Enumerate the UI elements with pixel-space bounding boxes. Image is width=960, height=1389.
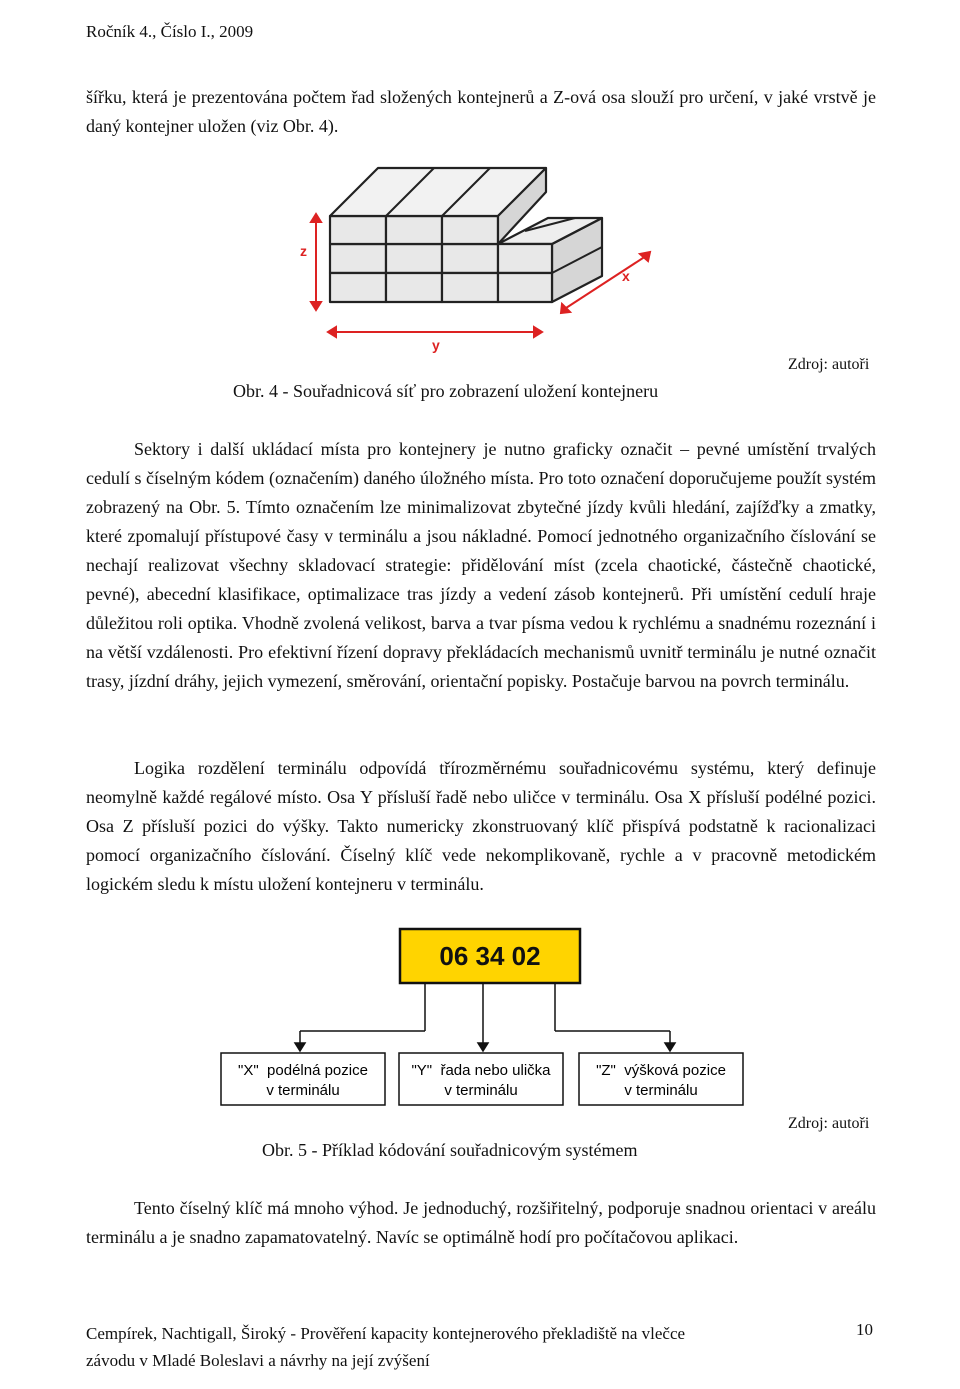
figure4-source: Zdroj: autoři xyxy=(788,356,870,373)
z-box-line1: "Z" výšková pozice xyxy=(596,1062,726,1079)
footer-authors xyxy=(86,1320,876,1374)
axis-x-label: x xyxy=(622,268,630,284)
sectors-paragraph: Sektory i další ukládací místa pro kontejnery je nutno graficky označit – pevné umístění trvalých cedulí s číselným kódem (označením) daného úložného místa. Pro toto označení doporučujeme použít systém zobrazený na Obr. 5. Tímto označením lze minimalizovat zbytečné jízdy kvůli hledání, zajížďky a zmatky, které zpomalují přístupové časy v terminálu a jsou nákladné. Pomocí jednotného organizačního číslování se nechají realizovat všechny skladovací strategie: přidělování míst (zcela chaotické, částečně chaotické, pevné), abecední klasifikace, optimalizace tras jízdy a vedení zásob kontejnerů. Při umístění cedulí hraje důležitou roli optika. Vhodně zvolená velikost, barva a tvar písma vedou k rychlému a snadnému rozeznání i na větší vzdálenosti. Pro efektivní řízení dopravy překládacích mechanismů uvnitř terminálu je nutné označit trasy, jízdní dráhy, jejich vymezení, směrování, orientační popisky. Postačuje barvou na povrch terminálu. xyxy=(86,439,876,691)
journal-header: Ročník 4., Číslo I., 2009 xyxy=(86,22,254,41)
footer-line2: závodu v Mladé Boleslavi a návrhy na její zvýšení xyxy=(86,1351,430,1370)
axis-y-label: y xyxy=(432,337,440,353)
logic-paragraph: Logika rozdělení terminálu odpovídá třírozměrnému souřadnicovému systému, který definuje neomylně každé regálové místo. Osa Y přísluší řadě nebo uličce v terminálu. Osa X přísluší podélné pozici. Osa Z přísluší pozici do výšky. Takto numericky zkonstruovaný klíč přispívá podstatně k racionalizaci pomocí organizačního číslování. Číselný klíč vede nekomplikovaně, rychle a v pracovně metodickém logickém sledu k místu uložení kontejneru v terminálu. xyxy=(86,758,876,894)
figure5-caption: Obr. 5 - Příklad kódování souřadnicovým systémem xyxy=(262,1140,638,1160)
y-box-line1: "Y" řada nebo ulička xyxy=(411,1062,551,1079)
container-grid-diagram xyxy=(290,160,660,360)
coding-example-diagram xyxy=(215,925,785,1115)
intro-paragraph: šířku, která je prezentována počtem řad složených kontejnerů a Z-ová osa slouží pro určení, v jaké vrstvě je daný kontejner uložen (viz Obr. 4). xyxy=(86,87,876,136)
x-box-line1: "X" podélná pozice xyxy=(238,1062,368,1079)
figure5-source: Zdroj: autoři xyxy=(788,1115,870,1132)
y-box-line2: v terminálu xyxy=(444,1082,518,1099)
z-box-line2: v terminálu xyxy=(624,1082,698,1099)
page-number: 10 xyxy=(856,1320,873,1339)
axis-z-label: z xyxy=(300,243,307,259)
final-paragraph: Tento číselný klíč má mnoho výhod. Je jednoduchý, rozšiřitelný, podporuje snadnou orientaci v areálu terminálu a je snadno zapamatovatelný. Navíc se optimálně hodí pro počítačovou aplikaci. xyxy=(86,1198,876,1247)
figure4-caption: Obr. 4 - Souřadnicová síť pro zobrazení uložení kontejneru xyxy=(233,381,659,401)
x-box-line2: v terminálu xyxy=(266,1082,340,1099)
footer-line1: Cempírek, Nachtigall, Široký - Prověření kapacity kontejnerového překladiště na vlečce xyxy=(86,1324,686,1343)
code-value: 06 34 02 xyxy=(439,941,541,971)
